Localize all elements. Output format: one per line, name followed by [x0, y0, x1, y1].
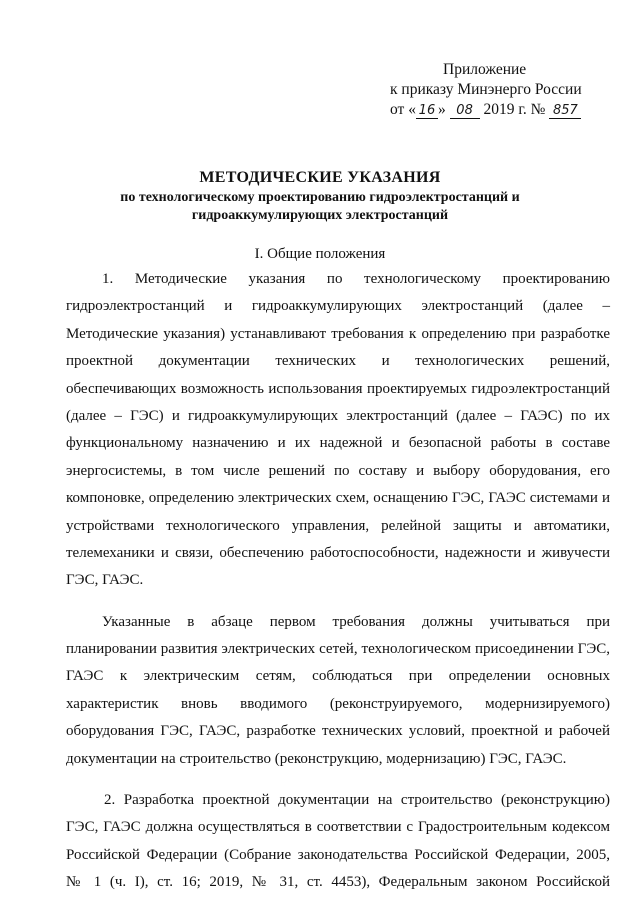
paragraph-2 — [66, 609, 610, 773]
text-line: Методические указания) устанавливают требования к определению при разработке — [66, 325, 610, 342]
title-sub-line1: по технологическому проектированию гидроэлектростанций и — [120, 190, 520, 205]
paragraph-3 — [66, 787, 610, 897]
text-line: Указанные в абзаце первом требования должны учитываться при — [102, 613, 610, 630]
text-line: 2. Разработка проектной документации на строительство (реконструкцию) — [104, 792, 610, 809]
appendix-label: Приложение — [443, 61, 527, 78]
date-prefix: от « — [390, 101, 416, 118]
text-line: ГЭС, ГАЭС. — [66, 572, 144, 589]
text-line: компоновке, определению электрических схем, оснащению ГЭС, ГАЭС системами и — [66, 490, 610, 507]
paragraph-1 — [66, 266, 610, 595]
appendix-order-ref: к приказу Минэнерго России — [390, 81, 582, 98]
text-line: гидроэлектростанций и гидроаккумулирующих электростанций (далее – — [66, 298, 610, 315]
section-heading: I. Общие положения — [254, 246, 386, 262]
text-line: ГАЭС к электрическим сетям, соблюдаться при определении основных — [66, 668, 610, 685]
appendix-date-number — [380, 100, 620, 120]
title-main: МЕТОДИЧЕСКИЕ УКАЗАНИЯ — [199, 169, 441, 186]
text-line: 1. Методические указания по технологическому проектированию — [102, 271, 610, 287]
title-sub-line2: гидроаккумулирующих электростанций — [191, 208, 449, 223]
date-year: 2019 г. № — [479, 101, 550, 118]
text-line: энергосистемы, в том числе решений по составу и выбору оборудования, его — [66, 462, 610, 479]
document-body — [66, 266, 610, 897]
handwritten-day: 16 — [416, 104, 438, 119]
text-line: оборудования ГЭС, ГАЭС, разработке технических условий, проектной и рабочей — [66, 723, 610, 740]
text-line: телемеханики и связи, обеспечению работоспособности, надежности и живучести — [66, 544, 610, 561]
text-line: № 1 (ч. I), ст. 16; 2019, № 31, ст. 4453), Федеральным законом Российской — [66, 874, 610, 891]
text-line: (далее – ГЭС) и гидроаккумулирующих электростанций (далее – ГАЭС) по их — [66, 407, 610, 424]
text-line: планировании развития электрических сетей, технологическом присоединении ГЭС, — [66, 641, 610, 658]
text-line: Российской Федерации (Собрание законодательства Российской Федерации, 2005, — [66, 846, 610, 863]
text-line: устройствами технологического управления, релейной защиты и автоматики, — [66, 517, 610, 534]
text-line: обеспечивающих возможность использования проектируемых гидроэлектростанций — [66, 380, 610, 397]
text-line: ГЭС, ГАЭС должна осуществляться в соответствии с Градостроительным кодексом — [66, 819, 610, 836]
text-line: проектной документации технических и технологических решений, — [66, 353, 610, 370]
text-line: документации на строительство (реконструкцию, модернизацию) ГЭС, ГАЭС. — [66, 750, 567, 767]
document-title — [40, 167, 600, 225]
appendix-block — [380, 60, 620, 120]
text-line: функциональному назначению и их надежной и безопасной работы в составе — [66, 435, 610, 452]
date-mid: » — [437, 101, 450, 118]
handwritten-order-number: 857 — [549, 104, 581, 119]
handwritten-month: 08 — [450, 104, 480, 119]
text-line: характеристик вновь вводимого (реконструируемого, модернизируемого) — [66, 695, 610, 712]
